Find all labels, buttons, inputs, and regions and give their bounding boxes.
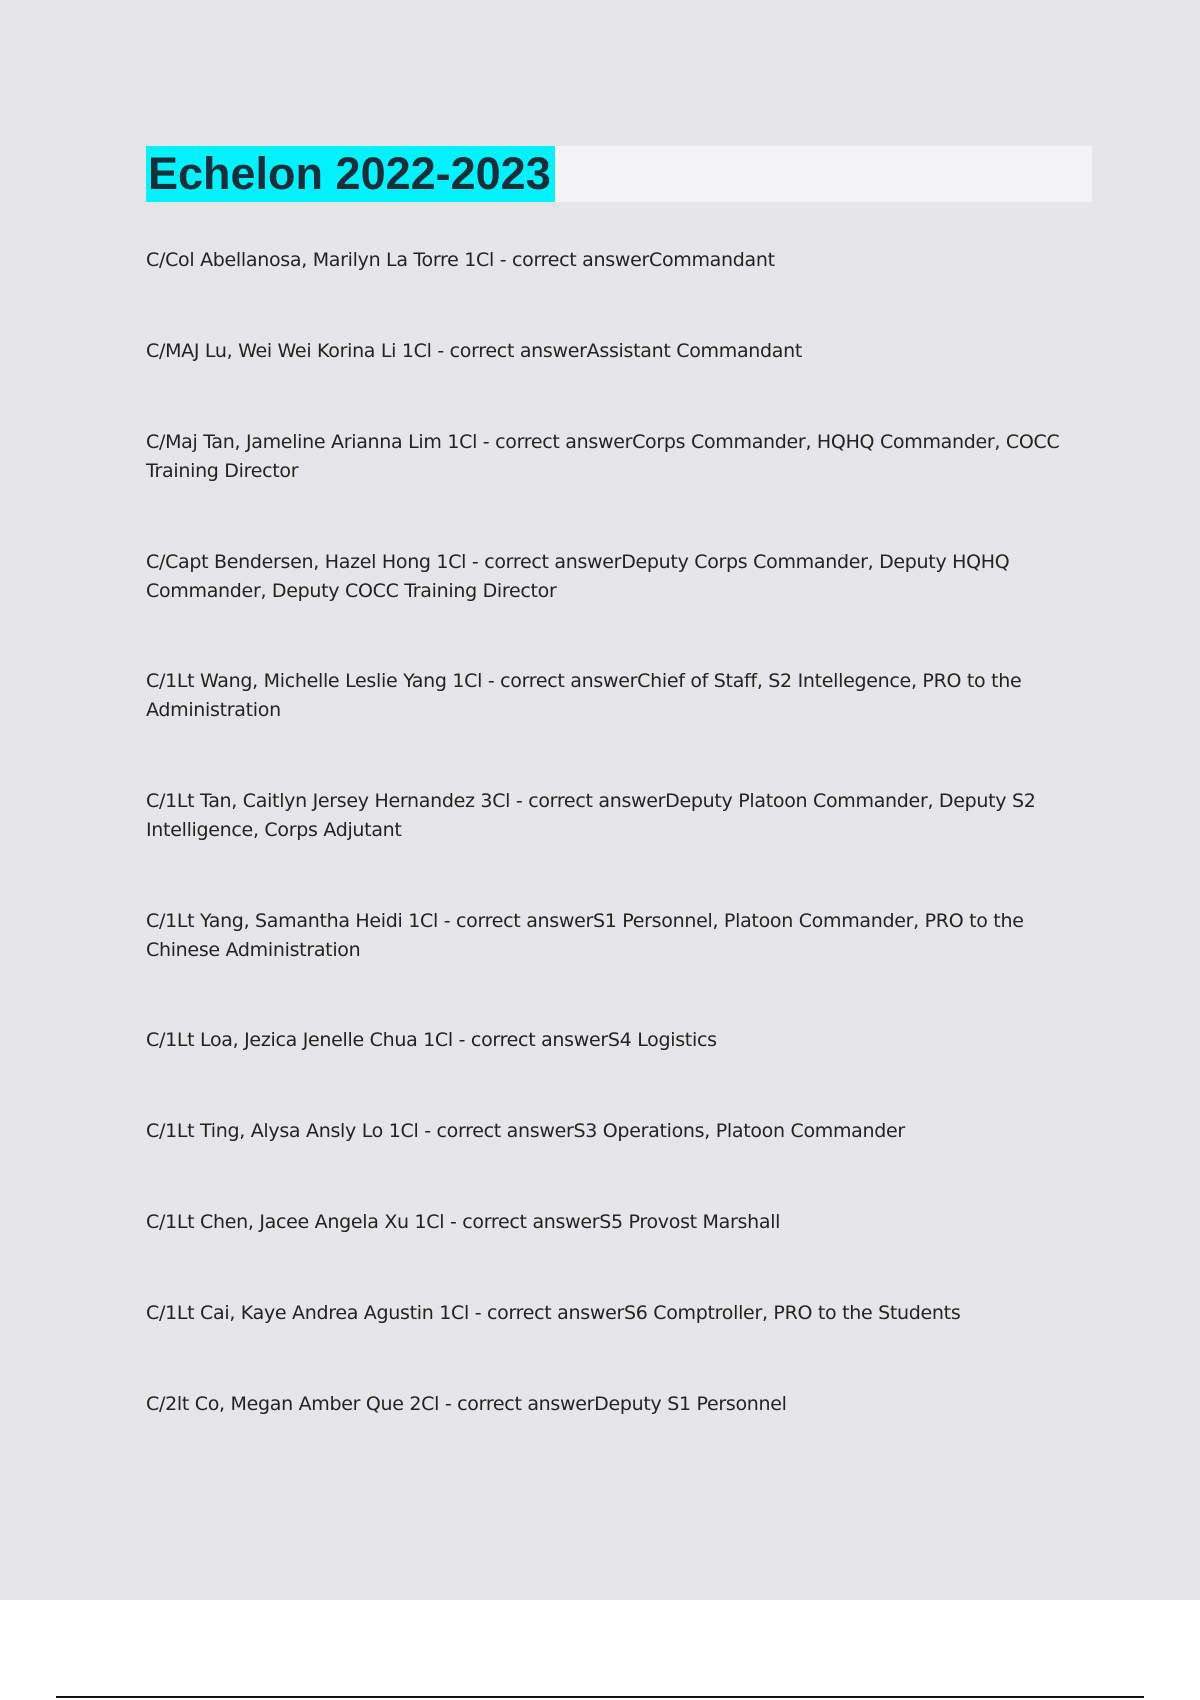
list-item: C/1Lt Yang, Samantha Heidi 1Cl - correct answerS1 Personnel, Platoon Commander, PRO to the Chinese Administration — [146, 910, 1024, 961]
list-item: C/2lt Co, Megan Amber Que 2Cl - correct answerDeputy S1 Personnel — [146, 1393, 787, 1415]
title-highlight — [146, 146, 555, 202]
list-item: C/1Lt Cai, Kaye Andrea Agustin 1Cl - correct answerS6 Comptroller, PRO to the Students — [146, 1302, 961, 1324]
list-item: C/1Lt Tan, Caitlyn Jersey Hernandez 3Cl - correct answerDeputy Platoon Commander, Deputy S2 Intelligence, Corps Adjutant — [146, 790, 1036, 841]
bottom-divider — [56, 1696, 1144, 1698]
title-bar — [146, 146, 1092, 202]
list-item: C/1Lt Chen, Jacee Angela Xu 1Cl - correct answerS5 Provost Marshall — [146, 1211, 781, 1233]
list-item: C/1Lt Wang, Michelle Leslie Yang 1Cl - correct answerChief of Staff, S2 Intellegence, PRO to the Administration — [146, 670, 1022, 721]
list-item: C/Maj Tan, Jameline Arianna Lim 1Cl - correct answerCorps Commander, HQHQ Commander, COCC Training Director — [146, 431, 1060, 482]
list-item: C/1Lt Ting, Alysa Ansly Lo 1Cl - correct answerS3 Operations, Platoon Commander — [146, 1120, 905, 1142]
list-item: C/1Lt Loa, Jezica Jenelle Chua 1Cl - correct answerS4 Logistics — [146, 1029, 717, 1051]
list-item: C/MAJ Lu, Wei Wei Korina Li 1Cl - correct answerAssistant Commandant — [146, 340, 803, 362]
page-title: Echelon 2022-2023 — [148, 148, 551, 199]
list-item: C/Capt Bendersen, Hazel Hong 1Cl - correct answerDeputy Corps Commander, Deputy HQHQ Commander, Deputy COCC Training Director — [146, 551, 1010, 602]
list-item: C/Col Abellanosa, Marilyn La Torre 1Cl - correct answerCommandant — [146, 249, 775, 271]
